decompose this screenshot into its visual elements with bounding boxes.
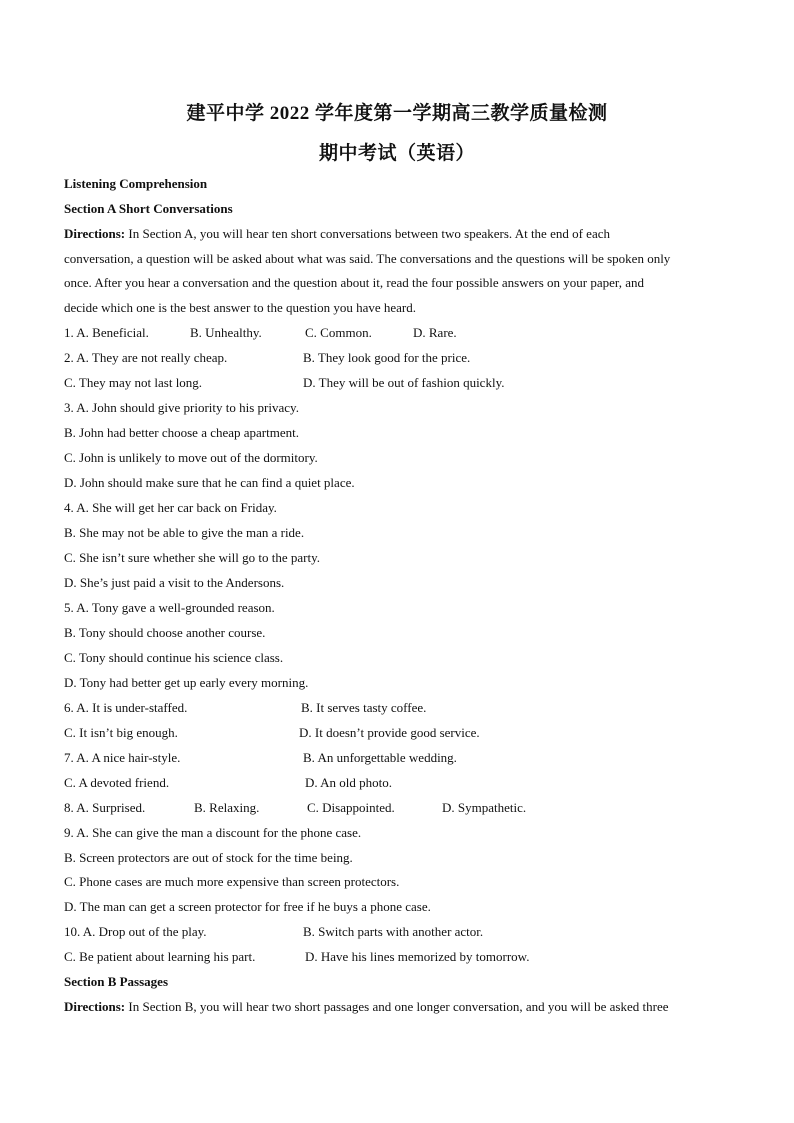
q10-option-b: B. Switch parts with another actor. <box>303 924 484 939</box>
directions-b-line-1: Directions: In Section B, you will hear two short passages and one longer conversation, and you will be asked three <box>64 999 669 1014</box>
q8-option-c: C. Disappointed. <box>307 800 395 815</box>
q1-option-b: B. Unhealthy. <box>190 325 262 340</box>
q7-option-a: 7. A. A nice hair-style. <box>64 750 181 765</box>
listening-heading: Listening Comprehension <box>64 176 208 191</box>
directions-a-line-1: Directions: In Section A, you will hear ten short conversations between two speakers. At the end of each <box>64 226 610 241</box>
q10-option-a: 10. A. Drop out of the play. <box>64 924 207 939</box>
q8-option-a: 8. A. Surprised. <box>64 800 146 815</box>
q5-option-a: 5. A. Tony gave a well-grounded reason. <box>64 600 275 615</box>
q9-option-c: C. Phone cases are much more expensive than screen protectors. <box>64 874 400 889</box>
q2-option-b: B. They look good for the price. <box>303 350 471 365</box>
q2-option-d: D. They will be out of fashion quickly. <box>303 375 505 390</box>
q3-option-b: B. John had better choose a cheap apartment. <box>64 425 299 440</box>
q7-option-b: B. An unforgettable wedding. <box>303 750 457 765</box>
exam-title: 建平中学 2022 学年度第一学期高三教学质量检测 <box>186 103 608 124</box>
exam-subtitle: 期中考试（英语） <box>318 143 475 164</box>
q6-option-c: C. It isn’t big enough. <box>64 725 178 740</box>
q3-option-c: C. John is unlikely to move out of the dormitory. <box>64 450 318 465</box>
q6-option-a: 6. A. It is under-staffed. <box>64 700 188 715</box>
q3-option-d: D. John should make sure that he can find a quiet place. <box>64 475 355 490</box>
q4-option-c: C. She isn’t sure whether she will go to the party. <box>64 550 320 565</box>
directions-a-line-4: decide which one is the best answer to the question you have heard. <box>64 300 416 315</box>
q7-option-c: C. A devoted friend. <box>64 775 170 790</box>
q9-option-d: D. The man can get a screen protector for free if he buys a phone case. <box>64 899 431 914</box>
directions-a-line-3: once. After you hear a conversation and the question about it, read the four possible answers on your paper, and <box>64 275 644 290</box>
directions-label: Directions: <box>64 226 126 241</box>
q9-option-b: B. Screen protectors are out of stock for the time being. <box>64 850 353 865</box>
q1-option-d: D. Rare. <box>413 325 457 340</box>
q2-option-a: 2. A. They are not really cheap. <box>64 350 228 365</box>
section-b-heading: Section B Passages <box>64 974 168 989</box>
q4-option-b: B. She may not be able to give the man a ride. <box>64 525 305 540</box>
q6-option-b: B. It serves tasty coffee. <box>301 700 427 715</box>
q4-option-a: 4. A. She will get her car back on Friday. <box>64 500 277 515</box>
q8-option-d: D. Sympathetic. <box>442 800 527 815</box>
q5-option-c: C. Tony should continue his science class. <box>64 650 284 665</box>
directions-b-label: Directions: <box>64 999 126 1014</box>
q3-option-a: 3. A. John should give priority to his privacy. <box>64 400 299 415</box>
directions-a-line-2: conversation, a question will be asked about what was said. The conversations and the questions will be spoken only <box>64 251 671 266</box>
q6-option-d: D. It doesn’t provide good service. <box>299 725 480 740</box>
q2-option-c: C. They may not last long. <box>64 375 203 390</box>
q4-option-d: D. She’s just paid a visit to the Andersons. <box>64 575 285 590</box>
q10-option-d: D. Have his lines memorized by tomorrow. <box>305 949 530 964</box>
q5-option-d: D. Tony had better get up early every morning. <box>64 675 309 690</box>
q5-option-b: B. Tony should choose another course. <box>64 625 266 640</box>
q1-option-a: 1. A. Beneficial. <box>64 325 149 340</box>
section-a-heading: Section A Short Conversations <box>64 201 233 216</box>
q7-option-d: D. An old photo. <box>305 775 393 790</box>
q1-option-c: C. Common. <box>305 325 372 340</box>
q9-option-a: 9. A. She can give the man a discount for the phone case. <box>64 825 362 840</box>
q8-option-b: B. Relaxing. <box>194 800 260 815</box>
q10-option-c: C. Be patient about learning his part. <box>64 949 256 964</box>
